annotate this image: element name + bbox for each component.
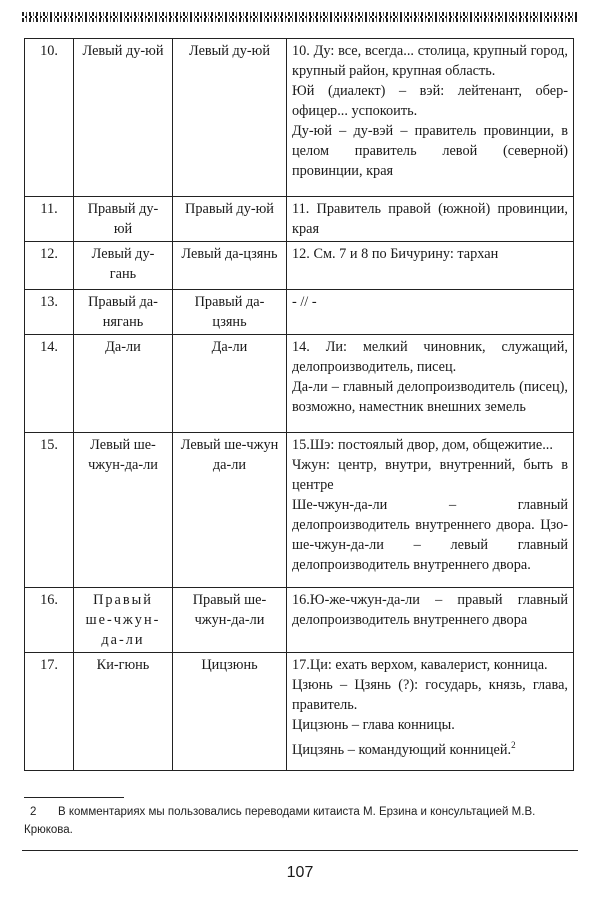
row-number: 10. (25, 39, 74, 197)
explanation-line: 14. Ли: мелкий чиновник, служащий, делопроизводитель, писец. (292, 339, 568, 375)
table-row (25, 39, 574, 197)
row-number: 12. (25, 242, 74, 290)
transliteration-cell: Правый да-цзянь (173, 290, 287, 335)
explanation-line: Ду-юй – ду-вэй – правитель провинции, в целом правитель левой (северной) провинции, края (292, 123, 568, 179)
row-number: 13. (25, 290, 74, 335)
footnote-number: 2 (30, 806, 37, 818)
explanation-cell (287, 290, 574, 335)
row-number: 17. (25, 653, 74, 771)
transliteration-cell: Левый да-цзянь (173, 242, 287, 290)
explanation-line: Да-ли – главный делопроизводитель (писец), возможно, наместник внешних земель (292, 379, 568, 415)
footnote-reference[interactable]: 2 (511, 740, 516, 750)
row-number: 11. (25, 197, 74, 242)
explanation-line: 10. Ду: все, всегда... столица, крупный город, крупный район, крупная область. (292, 43, 568, 79)
explanation-line: 12. См. 7 и 8 по Бичурину: тархан (292, 246, 499, 262)
explanation-line: Юй (диалект) – вэй: лейтенант, обер-офицер... успокоить. (292, 83, 568, 119)
row-number: 15. (25, 433, 74, 588)
table-row (25, 335, 574, 433)
table-row (25, 588, 574, 653)
table-row (25, 653, 574, 771)
table-row (25, 197, 574, 242)
table-row (25, 433, 574, 588)
term-text: Правый ше-чжун-да-ли (85, 592, 161, 648)
explanation-line: Ше-чжун-да-ли – главный делопроизводитель внутреннего двора. Цзо-ше-чжун-да-ли – левый главный делопроизводитель внутреннего двора. (292, 497, 568, 573)
term-cell: Правый ду-юй (74, 197, 173, 242)
footnote-text: В комментариях мы пользовались переводами китаиста М. Ерзина и консультацией М.В. Крюкова. (24, 806, 536, 836)
term-cell: Правый да-нягань (74, 290, 173, 335)
table-row (25, 242, 574, 290)
term-cell: Левый ду-гань (74, 242, 173, 290)
explanation-cell (287, 588, 574, 653)
term-cell: Да-ли (74, 335, 173, 433)
transliteration-cell: Да-ли (173, 335, 287, 433)
terms-table (24, 38, 574, 771)
explanation-text: Цицзянь – командующий конницей. (292, 741, 512, 758)
explanation-cell (287, 39, 574, 197)
row-number: 14. (25, 335, 74, 433)
page-number: 107 (286, 864, 314, 881)
explanation-cell (287, 433, 574, 588)
transliteration-cell: Левый ду-юй (173, 39, 287, 197)
explanation-line: - // - (292, 294, 317, 310)
term-cell: Левый ду-юй (74, 39, 173, 197)
footnote-rule (24, 797, 124, 798)
explanation-line: 15.Шэ: постоялый двор, дом, общежитие... (292, 437, 553, 453)
term-cell: Ки-гюнь (74, 653, 173, 771)
explanation-line: Чжун: центр, внутри, внутренний, быть в центре (292, 457, 568, 493)
transliteration-cell: Цицзюнь (173, 653, 287, 771)
explanation-line: 11. Правитель правой (южной) провинции, края (292, 201, 568, 237)
transliteration-cell: Правый ду-юй (173, 197, 287, 242)
explanation-line: Цицзюнь – глава конницы. (292, 717, 455, 733)
explanation-line: 16.Ю-же-чжун-да-ли – правый главный делопроизводитель внутреннего двора (292, 592, 568, 628)
table-row (25, 290, 574, 335)
explanation-cell (287, 653, 574, 771)
footnote (24, 803, 574, 839)
explanation-cell (287, 242, 574, 290)
decorative-top-border (22, 12, 578, 22)
transliteration-cell: Левый ше-чжун да-ли (173, 433, 287, 588)
term-cell: Левый ше-чжун-да-ли (74, 433, 173, 588)
row-number: 16. (25, 588, 74, 653)
explanation-line: 17.Ци: ехать верхом, кавалерист, конница. (292, 657, 548, 673)
transliteration-cell: Правый ше-чжун-да-ли (173, 588, 287, 653)
page-rule (22, 850, 578, 851)
explanation-cell (287, 197, 574, 242)
term-cell (74, 588, 173, 653)
explanation-cell (287, 335, 574, 433)
explanation-line: Цзюнь – Цзянь (?): государь, князь, глава, правитель. (292, 677, 568, 713)
explanation-line (292, 735, 568, 760)
